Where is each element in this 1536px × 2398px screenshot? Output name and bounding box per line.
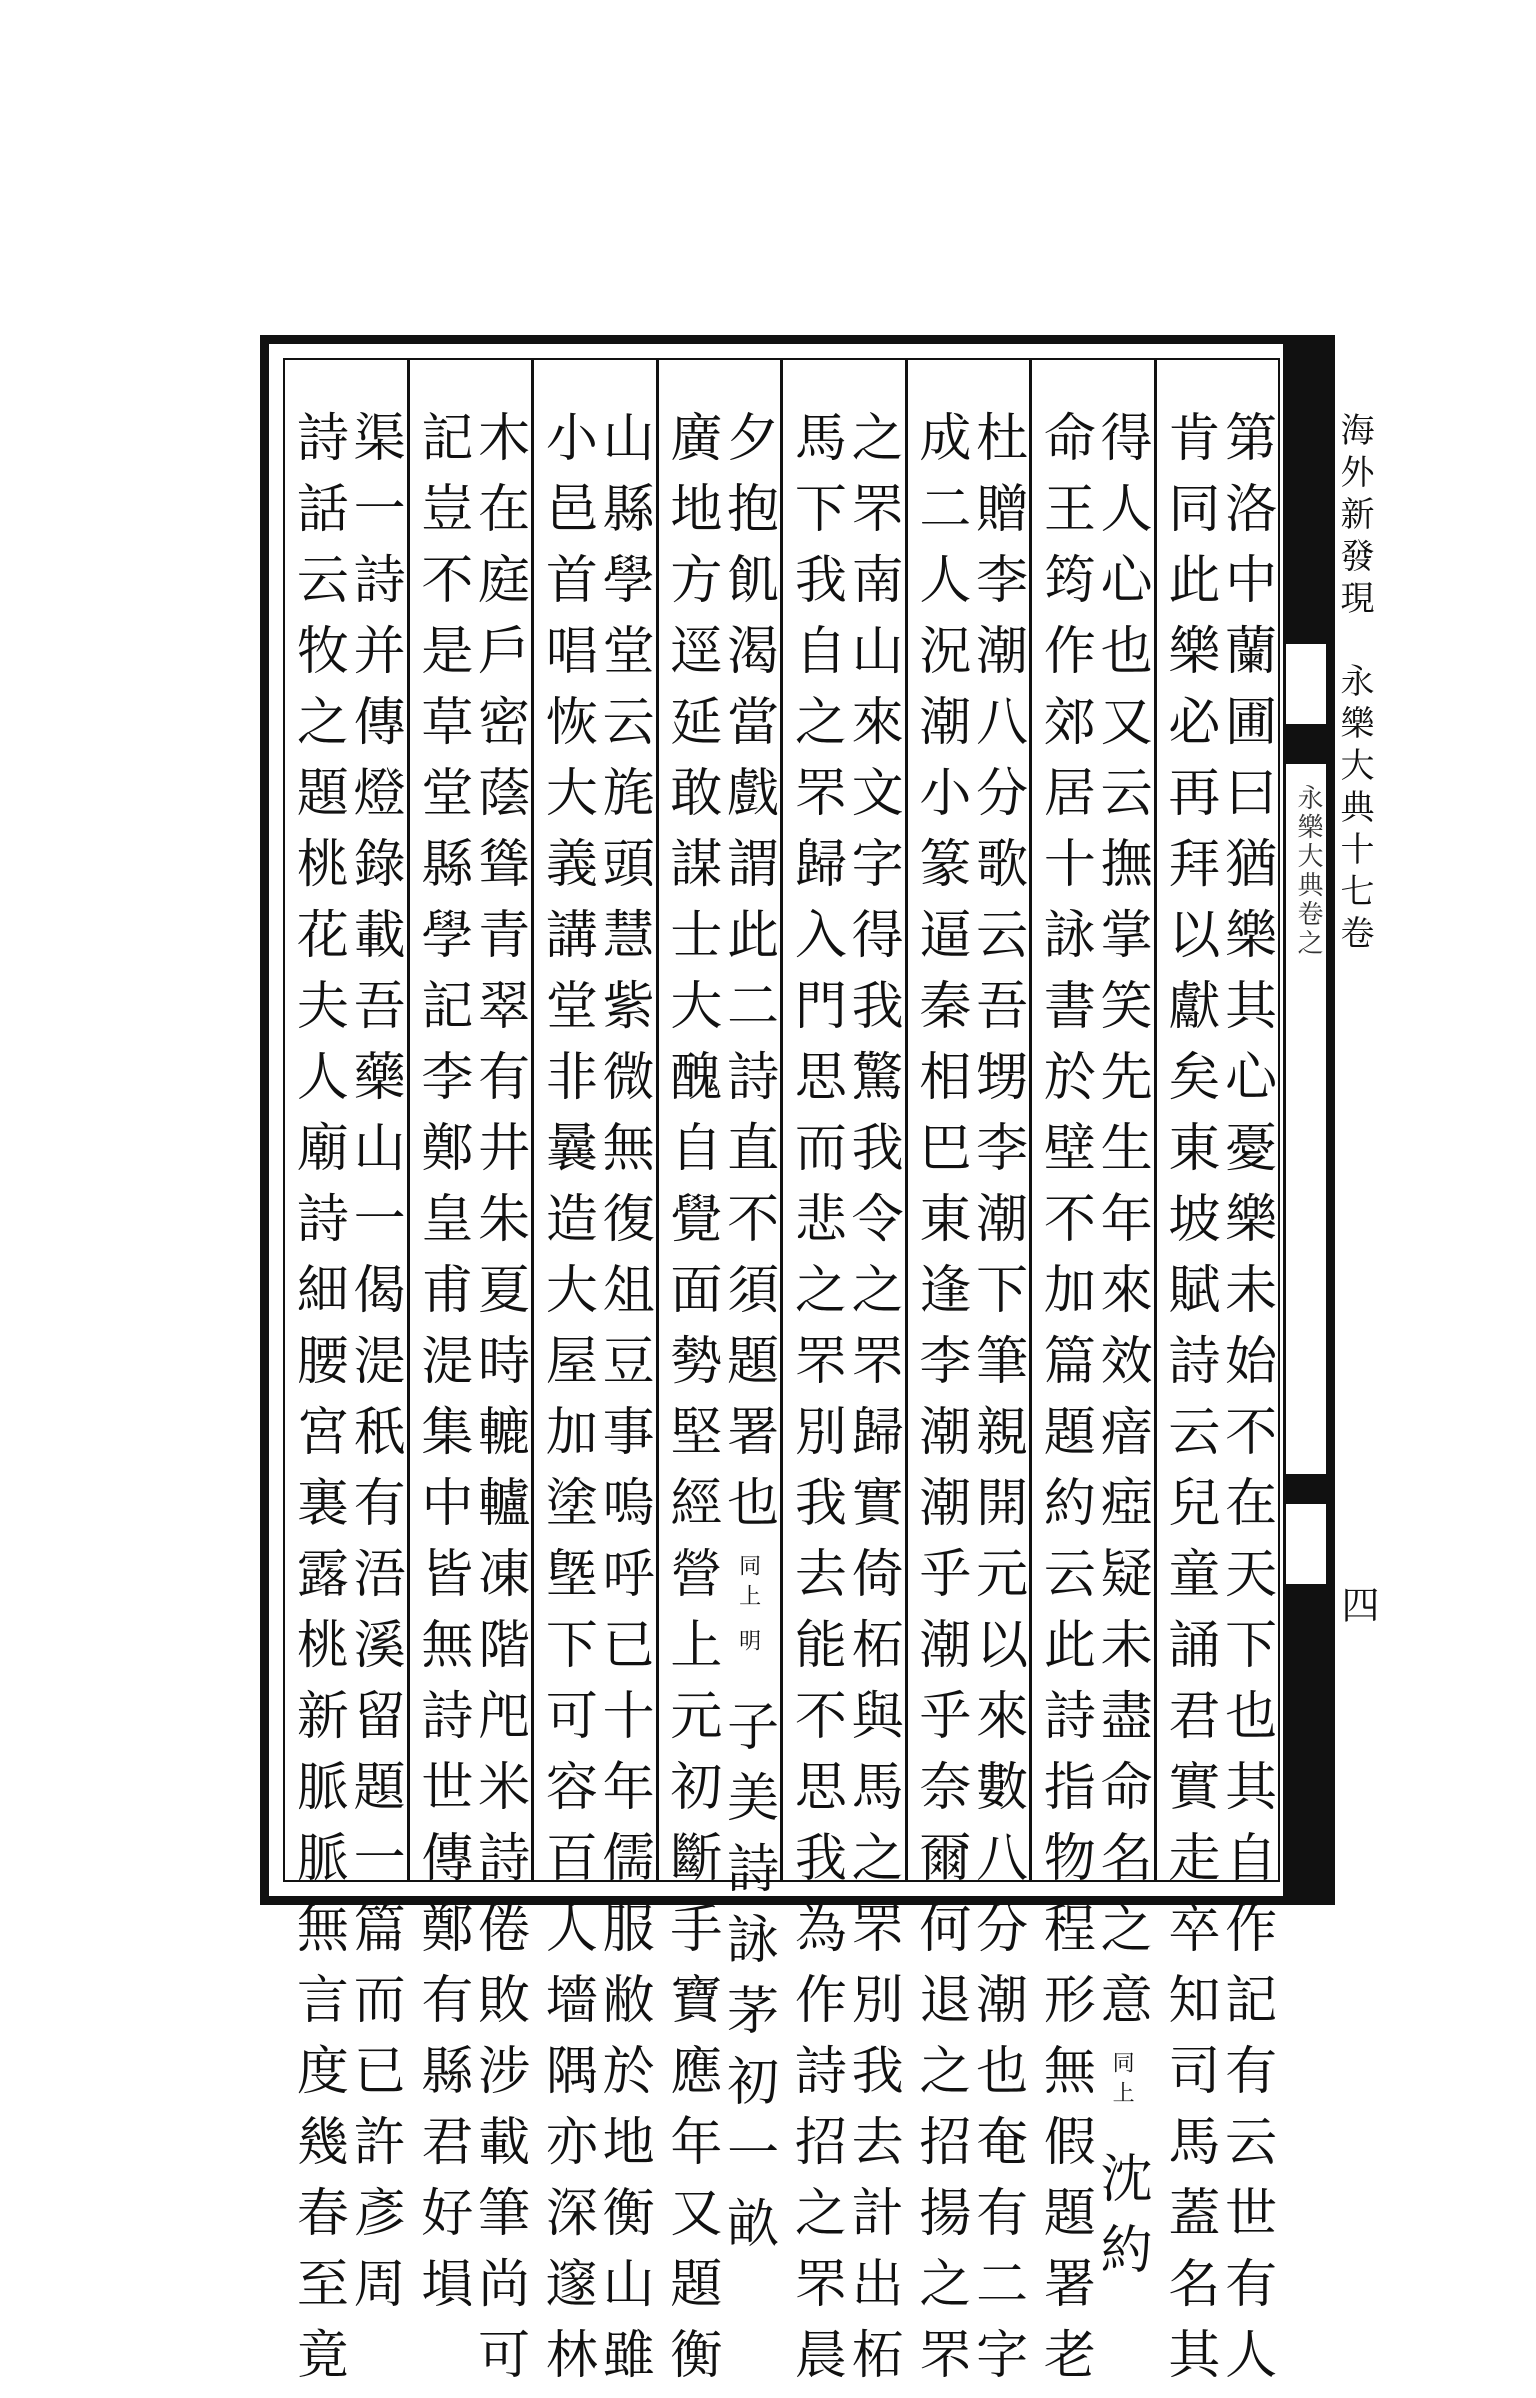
- text-column: [966, 410, 1027, 2398]
- column-text: 肯同此樂必再拜以獻矣東坡賦詩云兒童誦君實走卒知司馬蓋名其: [1158, 410, 1219, 2398]
- text-column: [717, 410, 778, 2267]
- column-text: 杜贈李潮八分歌云吾甥李潮下筆親開元以來數八分潮也奄有二字: [966, 410, 1027, 2398]
- column-text: 許彥周: [344, 2114, 405, 2327]
- fishtail-margin: [1283, 344, 1326, 1896]
- fishtail-block-upper: [1286, 344, 1326, 644]
- text-column: [909, 410, 970, 2398]
- text-pane: [656, 360, 781, 2398]
- annotation: 同上 明: [735, 1554, 761, 1659]
- text-column: [468, 410, 529, 2398]
- page-number: 四: [1335, 1585, 1379, 1631]
- column-text: 詩話云牧之題桃花夫人廟詩細腰宮裏露桃新脈脈無言度幾春至竟: [287, 410, 348, 2398]
- text-column: [344, 410, 405, 2327]
- series-title: 海外新發現: [1334, 412, 1374, 622]
- column-text: 命王筠作郊居十詠書於壁不加篇題約云此詩指物程形無假題署老: [1034, 410, 1095, 2398]
- column-text: 山縣學堂云旄頭慧紫微無復俎豆事嗚呼已十年儒服敝於地衡山雖: [593, 410, 654, 2398]
- text-pane: [905, 360, 1030, 2398]
- text-column: [593, 410, 654, 2398]
- text-pane: [1154, 360, 1279, 2398]
- column-text: 得人心也又云撫掌笑先生年來效瘖瘂疑未盡命名之意: [1091, 410, 1152, 2043]
- fishtail-mark-lower: [1286, 1474, 1326, 1504]
- column-text: 小邑首唱恢大義講堂非曩造大屋加塗墍下可容百人墻隅亦深邃林: [536, 410, 597, 2398]
- fishtail-block-lower: [1286, 1584, 1326, 1896]
- text-column: [842, 410, 903, 2398]
- text-column: [1091, 410, 1152, 2293]
- text-column: [287, 410, 348, 2398]
- column-text: 馬下我自之罘歸入門思而悲之罘別我去能不思我為作詩招之罘晨: [785, 410, 846, 2398]
- fishtail-mark: [1286, 724, 1326, 764]
- column-text: 沈約: [1091, 2151, 1152, 2293]
- annotation: 同上: [1109, 2051, 1135, 2111]
- text-column: [660, 410, 721, 2398]
- text-column: [1034, 410, 1095, 2398]
- column-text: 之罘南山來文字得我驚我令之罘歸實倚柘與馬之罘別我去計出柘: [842, 410, 903, 2398]
- text-column: [785, 410, 846, 2398]
- column-text: 廣地方逕延敢謀士大醜自覺面勢堅經營上元初斷手寶應年又題衡: [660, 410, 721, 2398]
- column-text: 木在庭戶密蔭聳青翠有井朱夏時轆轤凍階戺米詩倦敗涉載筆尚可: [468, 410, 529, 2398]
- text-column: [1158, 410, 1219, 2398]
- page-frame: [260, 335, 1335, 2398]
- text-column: [536, 410, 597, 2398]
- column-text: 第洛中蘭圃曰猶樂其心憂樂未始不在天下也其自作記有云世有人: [1215, 410, 1276, 2398]
- column-text: 記豈不是草堂縣學記李鄭皇甫湜集中皆無詩世傳鄭有縣君好塤: [411, 410, 472, 2327]
- text-pane: [531, 360, 656, 2398]
- column-text: 渠一詩并傳燈錄載吾藥山一偈湜秖有浯溪留題一篇而已: [344, 410, 405, 2114]
- column-text: 成二人況潮小篆逼秦相巴東逢李潮潮乎潮乎奈爾何退之招揚之罘: [909, 410, 970, 2398]
- text-pane: [1029, 360, 1154, 2398]
- column-text: 子美詩詠茅初一畝: [717, 1699, 778, 2267]
- text-column: [1215, 410, 1276, 2398]
- text-panes: [283, 358, 1280, 2398]
- text-pane: [407, 360, 532, 2398]
- text-pane: [285, 360, 407, 2398]
- text-pane: [780, 360, 905, 2398]
- column-text: 夕抱飢渴當戲謂此二詩直不須題署也: [717, 410, 778, 1546]
- book-title: 永樂大典十七卷: [1334, 663, 1374, 957]
- fishtail-label: 永樂大典卷之: [1293, 784, 1323, 958]
- text-column: [411, 410, 472, 2327]
